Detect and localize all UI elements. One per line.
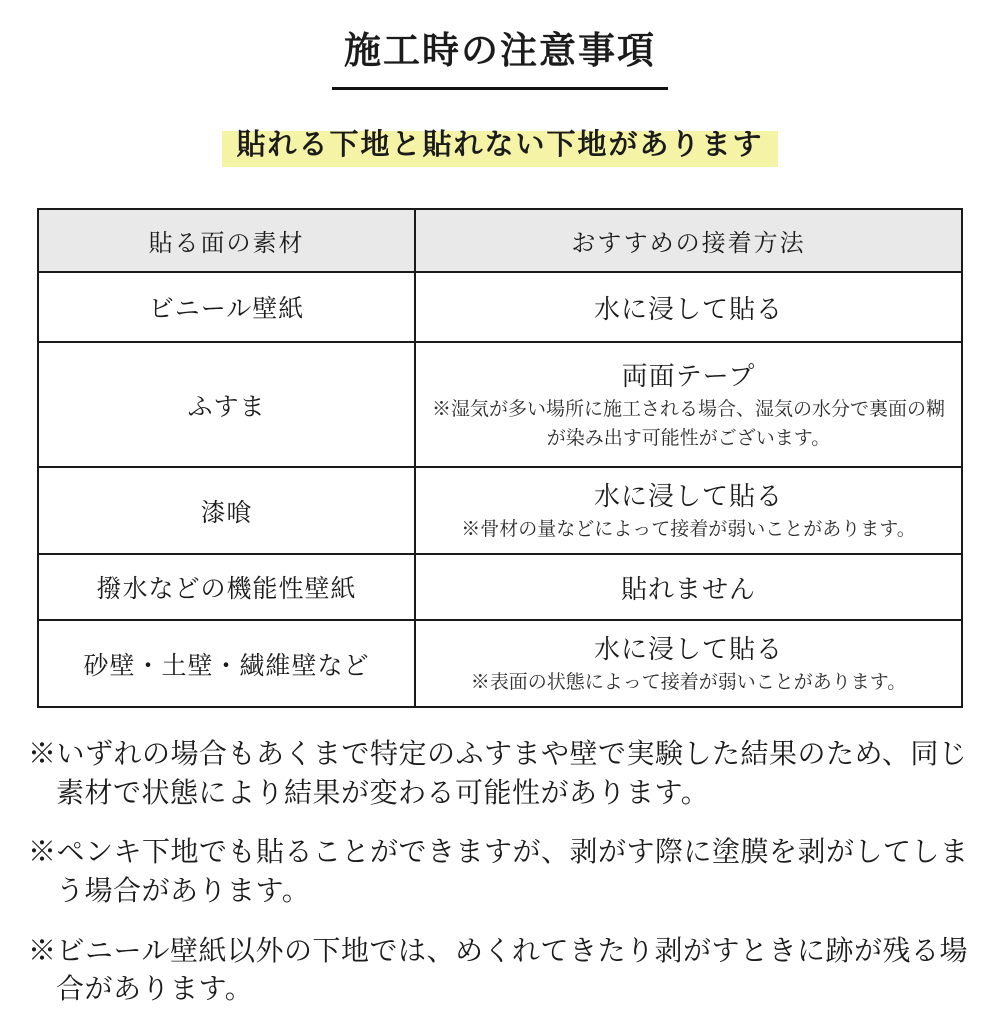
table-row-vinyl-wallpaper [38,272,962,342]
method-cell [415,620,962,707]
material-cell: 砂壁・土壁・繊維壁など [38,620,415,707]
column-header-method: おすすめの接着方法 [415,209,962,272]
note-item-general-result: ※いずれの場合もあくまで特定のふすまや壁で実験した結果のため、同じ素材で状態により結果が変わる可能性があります。 [28,738,968,808]
subtitle-wrap [0,127,1000,167]
method-note: ※骨材の量などによって接着が弱いことがあります。 [461,519,916,541]
method-label: 水に浸して貼る [593,634,783,665]
title-wrap [0,20,1000,90]
table-row-sand-wall [38,620,962,707]
method-label: 貼れません [620,573,756,604]
method-label: 両面テープ [621,361,756,391]
page-title: 施工時の注意事項 [332,20,668,90]
material-cell: ふすま [38,342,415,467]
table-row-functional-wallpaper [38,554,962,620]
method-cell [415,554,962,620]
column-header-material: 貼る面の素材 [38,209,415,272]
method-cell [415,272,962,342]
table-header-row [38,209,962,272]
note-item-non-vinyl-base: ※ビニール壁紙以外の下地では、めくれてきたり剥がすときに跡が残る場合があります。 [28,934,968,1005]
materials-adhesion-table [37,208,963,708]
material-cell: 漆喰 [38,467,415,554]
subtitle-highlight: 貼れる下地と貼れない下地があります [222,127,777,167]
method-label: 水に浸して貼る [593,293,783,324]
material-cell: 撥水などの機能性壁紙 [38,554,415,620]
method-note: ※表面の状態によって接着が弱いことがあります。 [470,672,907,694]
method-cell [415,342,962,467]
method-cell [415,467,962,554]
method-note: ※湿気が多い場所に施工される場合、湿気の水分で裏面の糊が染み出す可能性がございます。 [431,399,945,449]
notes-section [28,735,972,1009]
note-item-paint-base: ※ペンキ下地でも貼ることができますが、剥がす際に塗膜を剥がしてしまう場合があります。 [28,836,969,906]
material-cell: ビニール壁紙 [38,272,415,342]
table-row-plaster [38,467,962,554]
method-label: 水に浸して貼る [593,481,783,512]
table-row-fusuma [38,342,962,467]
